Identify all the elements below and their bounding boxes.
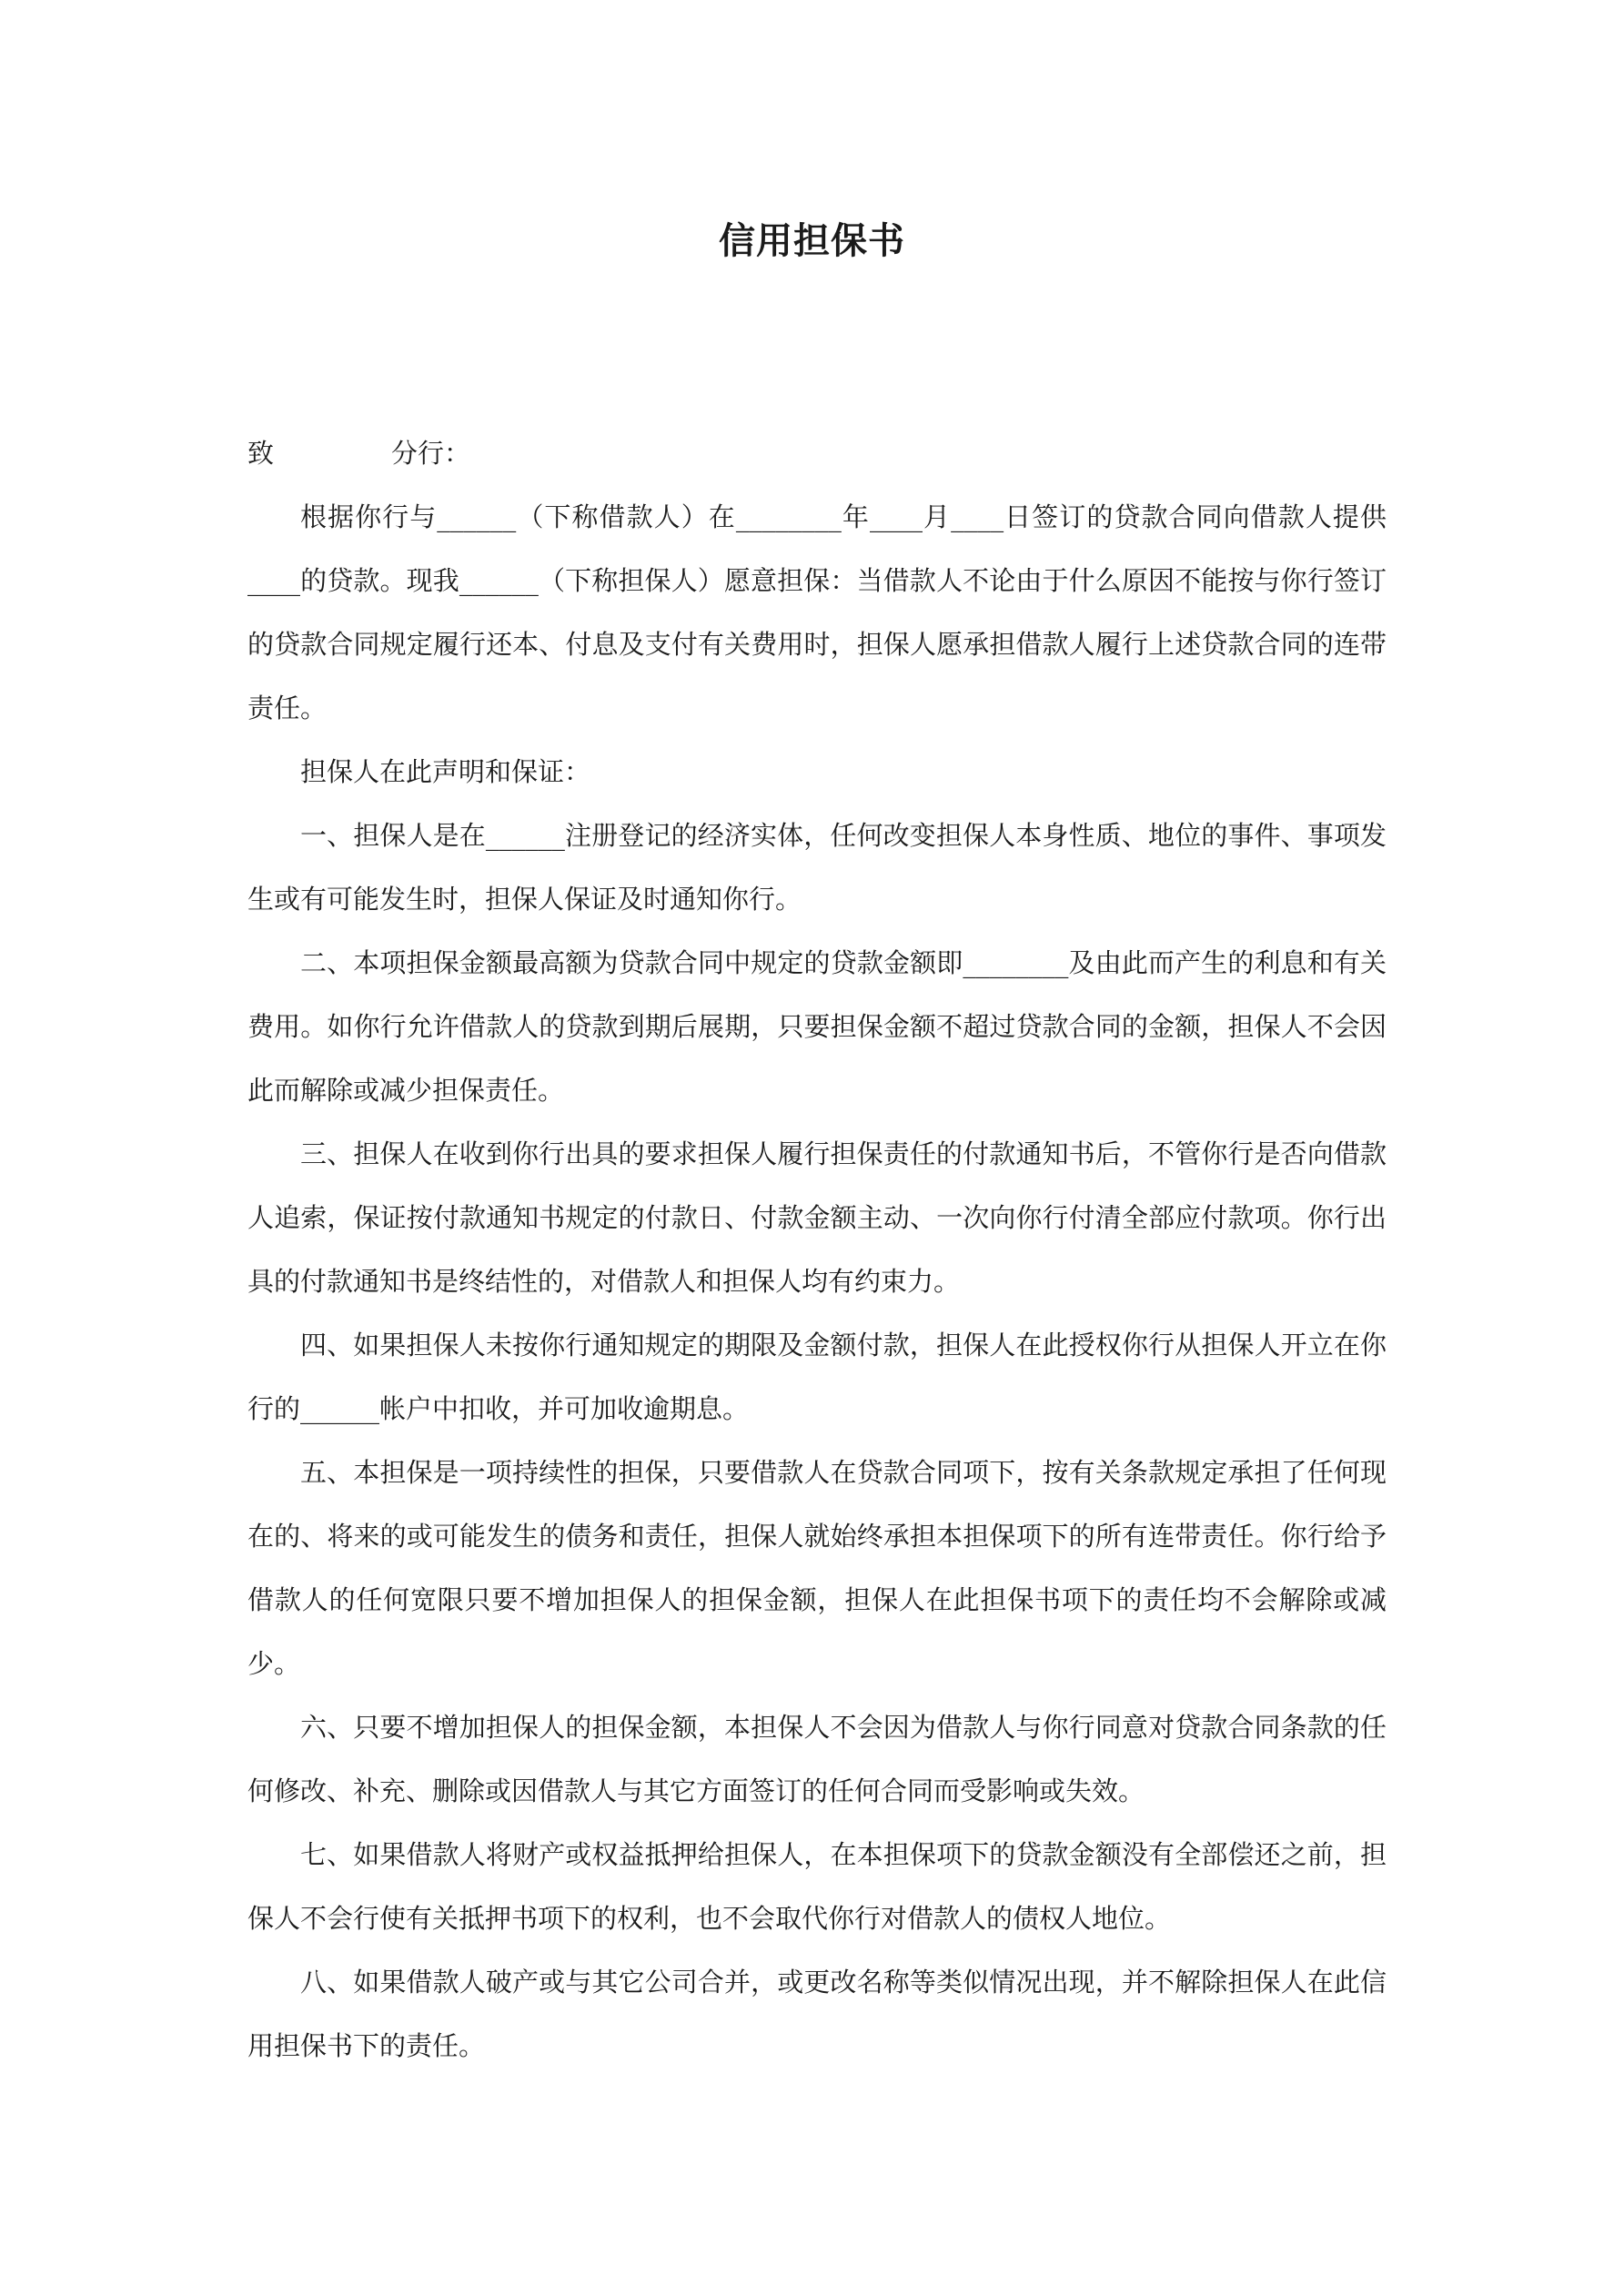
clause-4: 四、如果担保人未按你行通知规定的期限及金额付款，担保人在此授权你行从担保人开立在你行的______帐户中扣收，并可加收逾期息。 <box>247 1330 1387 1424</box>
clause-6: 六、只要不增加担保人的担保金额，本担保人不会因为借款人与你行同意对贷款合同条款的任何修改、补充、删除或因借款人与其它方面签订的任何合同而受影响或失效。 <box>247 1712 1387 1806</box>
paragraph-intro: 根据你行与______（下称借款人）在________年____月____日签订的贷款合同向借款人提供____的贷款。现我______（下称担保人）愿意担保：当借款人不论由于什么原因不能按与你行签订的贷款合同规定履行还本、付息及支付有关费用时，担保人愿承担借款人履行上述贷款合同的连带责任。 <box>247 501 1387 723</box>
clause-7: 七、如果借款人将财产或权益抵押给担保人，在本担保项下的贷款金额没有全部偿还之前，担保人不会行使有关抵押书项下的权利，也不会取代你行对借款人的债权人地位。 <box>247 1839 1387 1934</box>
clause-3: 三、担保人在收到你行出具的要求担保人履行担保责任的付款通知书后，不管你行是否向借款人追索，保证按付款通知书规定的付款日、付款金额主动、一次向你行付清全部应付款项。你行出具的付款通知书是终结性的，对借款人和担保人均有约束力。 <box>247 1138 1387 1297</box>
document-title: 信用担保书 <box>719 219 905 262</box>
clause-8: 八、如果借款人破产或与其它公司合并，或更改名称等类似情况出现，并不解除担保人在此信用担保书下的责任。 <box>247 1967 1387 2061</box>
clause-5: 五、本担保是一项持续性的担保，只要借款人在贷款合同项下，按有关条款规定承担了任何现在的、将来的或可能发生的债务和责任，担保人就始终承担本担保项下的所有连带责任。你行给予借款人的任何宽限只要不增加担保人的担保金额，担保人在此担保书项下的责任均不会解除或减少。 <box>247 1457 1387 1679</box>
clause-2: 二、本项担保金额最高额为贷款合同中规定的贷款金额即________及由此而产生的利息和有关费用。如你行允许借款人的贷款到期后展期，只要担保金额不超过贷款合同的金额，担保人不会因此而解除或减少担保责任。 <box>247 947 1387 1106</box>
clause-1: 一、担保人是在______注册登记的经济实体，任何改变担保人本身性质、地位的事件、事项发生或有可能发生时，担保人保证及时通知你行。 <box>247 820 1387 915</box>
addressee-line: 致 分行： <box>247 438 471 469</box>
document-body <box>247 421 1387 2078</box>
paragraph-declaration-heading: 担保人在此声明和保证： <box>300 756 591 787</box>
